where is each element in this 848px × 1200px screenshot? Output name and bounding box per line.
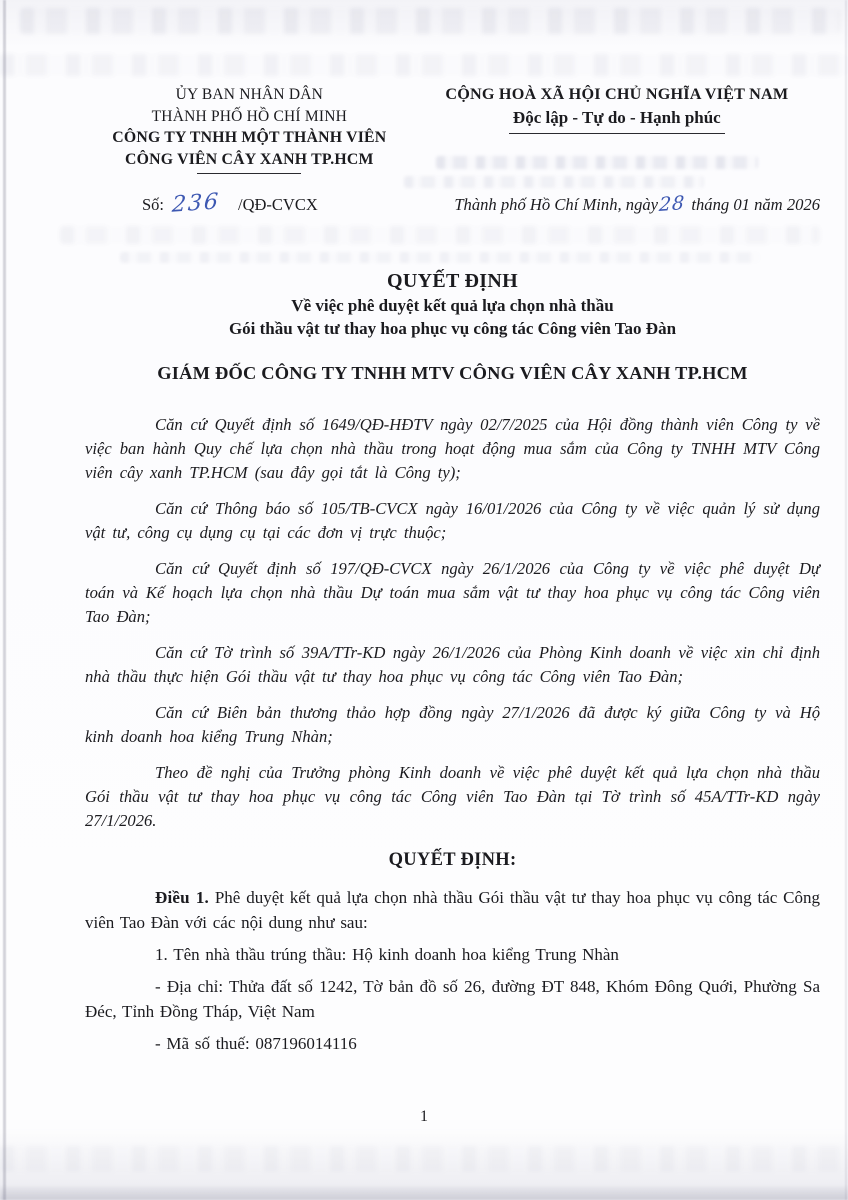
number-date-row xyxy=(85,191,820,216)
date-day-handwritten: 28 xyxy=(658,192,686,216)
article-1-paragraph xyxy=(85,885,820,935)
recital-paragraph: Căn cứ Thông báo số 105/TB-CVCX ngày 16/01/2026 của Công ty về việc quản lý sử dụng vật tư, công cụ dụng cụ tại các đơn vị trực thuộc; xyxy=(85,499,820,542)
issuer-company-line-1: CÔNG TY TNHH MỘT THÀNH VIÊN xyxy=(112,129,387,146)
date-prefix: Thành phố Hồ Chí Minh, ngày xyxy=(454,195,659,214)
authority-line: GIÁM ĐỐC CÔNG TY TNHH MTV CÔNG VIÊN CÂY XANH TP.HCM xyxy=(157,363,748,383)
document-number-label: Số: xyxy=(142,195,165,214)
decision-heading: QUYẾT ĐỊNH: xyxy=(388,850,517,870)
scan-artifact-right-edge xyxy=(845,0,847,1200)
scan-artifact-band-2 xyxy=(0,54,848,76)
contractor-name-line: 1. Tên nhà thầu trúng thầu: Hộ kinh doanh hoa kiểng Trung Nhàn xyxy=(155,945,619,964)
document-number-handwritten: 236 xyxy=(171,189,221,218)
contractor-address-line: - Địa chỉ: Thửa đất số 1242, Tờ bản đồ số 26, đường ĐT 848, Khóm Đông Quới, Phường Sa Đéc, Tỉnh Đồng Tháp, Việt Nam xyxy=(85,977,820,1021)
issuer-underline xyxy=(197,173,301,174)
document-number-suffix: /QĐ-CVCX xyxy=(238,195,318,214)
document-subtitle-1: Về việc phê duyệt kết quả lựa chọn nhà thầu xyxy=(291,296,614,315)
scan-artifact-top-band xyxy=(20,8,840,34)
issuer-parent-line-1: ỦY BAN NHÂN DÂN xyxy=(175,86,324,103)
scan-artifact-band-4 xyxy=(0,1146,848,1172)
bleed-through-artifact xyxy=(404,176,704,188)
document-header xyxy=(85,84,820,174)
article-1-text: Phê duyệt kết quả lựa chọn nhà thầu Gói thầu vật tư thay hoa phục vụ công tác Công viên Tao Đàn với các nội dung như sau: xyxy=(85,888,820,932)
date-line xyxy=(454,193,820,215)
issuer-company-line-2: CÔNG VIÊN CÂY XANH TP.HCM xyxy=(125,150,374,168)
scan-artifact-bottom-edge xyxy=(0,1186,848,1200)
scan-artifact-left-edge xyxy=(3,0,6,1200)
page-number: 1 xyxy=(420,1108,428,1125)
motto-underline xyxy=(509,133,725,134)
document-subtitle-2: Gói thầu vật tư thay hoa phục vụ công tác Công viên Tao Đàn xyxy=(228,319,677,338)
national-motto-block xyxy=(414,84,820,134)
document-title: QUYẾT ĐỊNH xyxy=(387,270,518,292)
title-block xyxy=(85,268,820,340)
recital-paragraph: Căn cứ Biên bản thương thảo hợp đồng ngày 27/1/2026 đã được ký giữa Công ty và Hộ kinh doanh hoa kiểng Trung Nhàn; xyxy=(85,703,820,746)
article-1-label: Điều 1. xyxy=(155,888,209,907)
scan-artifact-band-3 xyxy=(60,226,820,244)
date-suffix: tháng 01 năm 2026 xyxy=(687,195,820,214)
national-motto: Độc lập - Tự do - Hạnh phúc xyxy=(512,108,721,127)
document-number-line xyxy=(142,191,318,216)
recital-paragraph: Căn cứ Quyết định số 197/QĐ-CVCX ngày 26/1/2026 của Công ty về việc phê duyệt Dự toán và Kế hoạch lựa chọn nhà thầu Dự toán mua sắm vật tư thay hoa phục vụ công tác Công viên Tao Đàn; xyxy=(85,559,820,626)
recital-paragraph: Theo đề nghị của Trưởng phòng Kinh doanh về việc phê duyệt kết quả lựa chọn nhà thầu Gói thầu vật tư thay hoa phục vụ công tác Công viên Tao Đàn tại Tờ trình số 45A/TTr-KD ngày 27/1/2026. xyxy=(85,763,820,830)
issuer-block xyxy=(85,84,414,174)
national-title: CỘNG HOÀ XÃ HỘI CHỦ NGHĨA VIỆT NAM xyxy=(445,85,789,103)
issuer-parent-line-2: THÀNH PHỐ HỒ CHÍ MINH xyxy=(151,107,348,125)
recitals-section xyxy=(85,413,820,833)
bleed-through-artifact xyxy=(120,252,760,263)
recital-paragraph: Căn cứ Quyết định số 1649/QĐ-HĐTV ngày 02/7/2025 của Hội đồng thành viên Công ty về việc ban hành Quy chế lựa chọn nhà thầu trong hoạt động mua sắm của Công ty TNHH MTV Công viên cây xanh TP.HCM (sau đây gọi tắt là Công ty); xyxy=(85,415,820,482)
tax-code-line: - Mã số thuế: 087196014116 xyxy=(155,1034,357,1053)
recital-paragraph: Căn cứ Tờ trình số 39A/TTr-KD ngày 26/1/2026 của Phòng Kinh doanh về việc xin chỉ định nhà thầu thực hiện Gói thầu vật tư thay hoa phục vụ công tác Công viên Tao Đàn; xyxy=(85,643,820,686)
